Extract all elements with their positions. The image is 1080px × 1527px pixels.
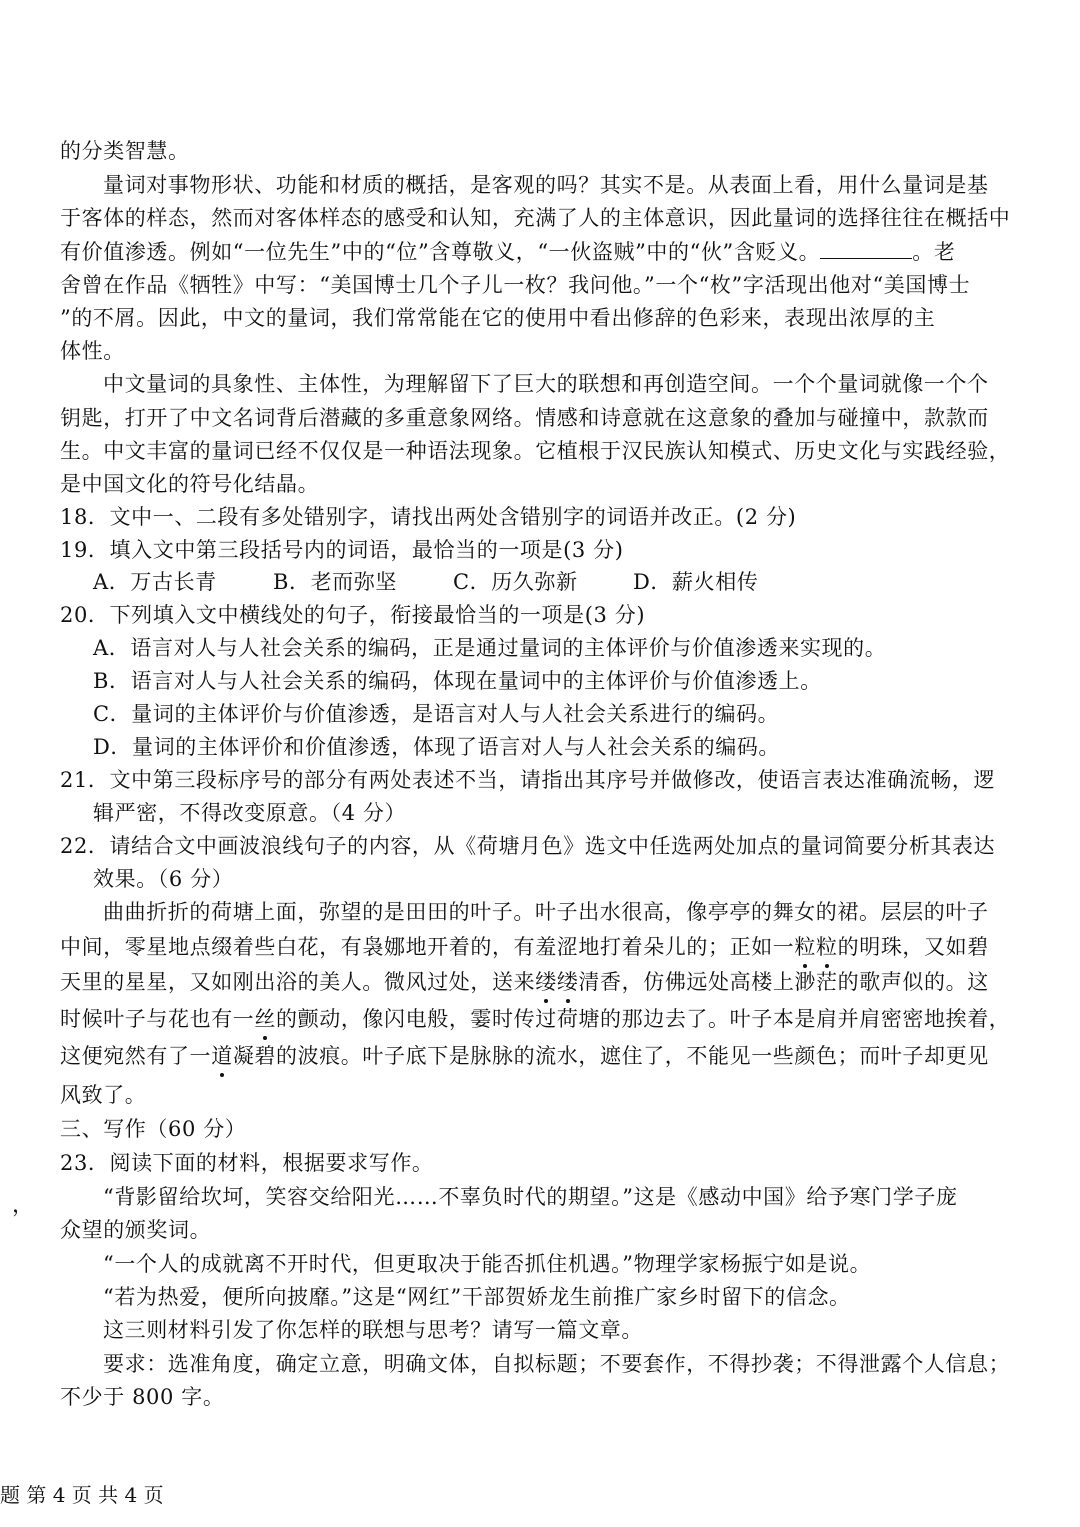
- margin-mark: ，: [12, 1193, 35, 1218]
- dotted-measure-word: 缕: [557, 967, 579, 997]
- question-22: 22．请结合文中画波浪线句子的内容，从《荷塘月色》选文中任选两处加点的量词简要分析其表达: [60, 834, 996, 858]
- writing-requirements: 要求：选准角度，确定立意，明确文体，自拟标题；不要套作，不得抄袭；不得泄露个人信息；: [103, 1352, 1011, 1376]
- question-21-cont: 辑严密，不得改变原意。（4 分）: [93, 801, 407, 825]
- excerpt-text: 清香，仿佛远处高楼上渺茫的歌声似的。这: [578, 970, 989, 994]
- dotted-measure-word: 缕: [535, 967, 557, 997]
- fill-blank-line: [820, 238, 912, 259]
- material-3: “若为热爱，便所向披靡。”这是“网红”干部贺娇龙生前推广家乡时留下的信念。: [103, 1285, 851, 1309]
- material-1-cont: 众望的颁奖词。: [60, 1218, 212, 1242]
- option-a: A．语言对人与人社会关系的编码，正是通过量词的主体评价与价值渗透来实现的。: [93, 636, 887, 660]
- passage-p2-line: 舍曾在作品《牺牲》中写：“美国博士几个子儿一枚？我问他。”一个“枚”字活现出他对“美国博士: [60, 273, 971, 297]
- writing-prompt: 这三则材料引发了你怎样的联想与思考？请写一篇文章。: [103, 1318, 643, 1342]
- excerpt-text: 时候叶子与花也有一: [60, 1007, 255, 1031]
- dotted-measure-word: 道: [211, 1041, 233, 1071]
- excerpt-line: [60, 967, 1050, 997]
- option-c: C．量词的主体评价与价值渗透，是语言对人与人社会关系进行的编码。: [93, 702, 780, 726]
- excerpt-line: [60, 932, 1050, 962]
- passage-p2-text: 有价值渗透。例如“一位先生”中的“位”含尊敬义，“一伙盗贼”中的“伙”含贬义。: [60, 240, 821, 264]
- passage-p2-line: 量词对事物形状、功能和材质的概括，是客观的吗？其实不是。从表面上看，用什么量词是基: [103, 173, 989, 197]
- option-d: D．薪火相传: [633, 570, 759, 594]
- passage-p2-line: 于客体的样态，然而对客体样态的感受和认知，充满了人的主体意识，因此量词的选择往往在概括中: [60, 206, 1011, 230]
- dotted-measure-word: 丝: [254, 1004, 276, 1034]
- passage-p2-text: 。老: [912, 240, 956, 264]
- question-22-cont: 效果。（6 分）: [93, 867, 234, 891]
- passage-p3-line: 是中国文化的符号化结晶。: [60, 472, 320, 496]
- passage-p1-end: 的分类智慧。: [60, 139, 190, 163]
- option-b: B．语言对人与人社会关系的编码，体现在量词中的主体评价与价值渗透上。: [93, 669, 822, 693]
- excerpt-text: 凝碧的波痕。叶子底下是脉脉的流水，遮住了，不能见一些颜色；而叶子却更见: [232, 1044, 989, 1068]
- passage-p3-line: 生。中文丰富的量词已经不仅仅是一种语法现象。它植根于汉民族认知模式、历史文化与实践经验，: [60, 439, 1011, 463]
- material-2: “一个人的成就离不开时代，但更取决于能否抓住机遇。”物理学家杨振宁如是说。: [103, 1252, 872, 1276]
- excerpt-text: 中间，零星地点缀着些白花，有袅娜地开着的，有羞涩地打着朵儿的；正如一: [60, 935, 795, 959]
- section-title-writing: 三、写作（60 分）: [60, 1117, 247, 1141]
- question-21: 21．文中第三段标序号的部分有两处表述不当，请指出其序号并做修改，使语言表达准确流畅，逻: [60, 768, 996, 792]
- writing-requirements-cont: 不少于 800 字。: [60, 1385, 225, 1409]
- excerpt-text: 的明珠，又如碧: [837, 935, 989, 959]
- option-a: A．万古长青: [93, 570, 217, 594]
- passage-p3-line: 钥匙，打开了中文名词背后潜藏的多重意象网络。情感和诗意就在这意象的叠加与碰撞中，款款而: [60, 406, 989, 430]
- passage-p2-line: 体性。: [60, 339, 125, 363]
- excerpt-text: 天里的星星，又如刚出浴的美人。微风过处，送来: [60, 970, 536, 994]
- excerpt-line: 曲曲折折的荷塘上面，弥望的是田田的叶子。叶子出水很高，像亭亭的舞女的裙。层层的叶子: [103, 900, 989, 924]
- excerpt-line: [60, 1041, 1050, 1071]
- option-b: B．老而弥坚: [273, 570, 398, 594]
- material-1: “背影留给坎坷，笑容交给阳光……不辜负时代的期望。”这是《感动中国》给予寒门学子庞: [103, 1185, 958, 1209]
- dotted-measure-word: 粒: [794, 932, 816, 962]
- page-footer: 题 第 4 页 共 4 页: [0, 1483, 164, 1507]
- question-19: 19．填入文中第三段括号内的词语，最恰当的一项是(3 分): [60, 538, 624, 562]
- passage-p3-line: 中文量词的具象性、主体性，为理解留下了巨大的联想和再创造空间。一个个量词就像一个个: [103, 372, 989, 396]
- excerpt-line: [60, 1004, 1050, 1034]
- dotted-measure-word: 粒: [816, 932, 838, 962]
- passage-p2-line: [60, 237, 1050, 267]
- question-19-options: [93, 567, 1053, 597]
- question-18: 18．文中一、二段有多处错别字，请找出两处含错别字的词语并改正。(2 分): [60, 505, 797, 529]
- question-23: 23．阅读下面的材料，根据要求写作。: [60, 1151, 434, 1175]
- excerpt-line: 风致了。: [60, 1083, 147, 1107]
- passage-p2-line: ”的不屑。因此，中文的量词，我们常常能在它的使用中看出修辞的色彩来，表现出浓厚的主: [60, 306, 936, 330]
- excerpt-text: 这便宛然有了一: [60, 1044, 212, 1068]
- excerpt-text: 的颤动，像闪电般，霎时传过荷塘的那边去了。叶子本是肩并肩密密地挨着，: [276, 1007, 1011, 1031]
- option-c: C．历久弥新: [453, 570, 578, 594]
- question-20: 20．下列填入文中横线处的句子，衔接最恰当的一项是(3 分): [60, 603, 646, 627]
- option-d: D．量词的主体评价和价值渗透，体现了语言对人与人社会关系的编码。: [93, 735, 781, 759]
